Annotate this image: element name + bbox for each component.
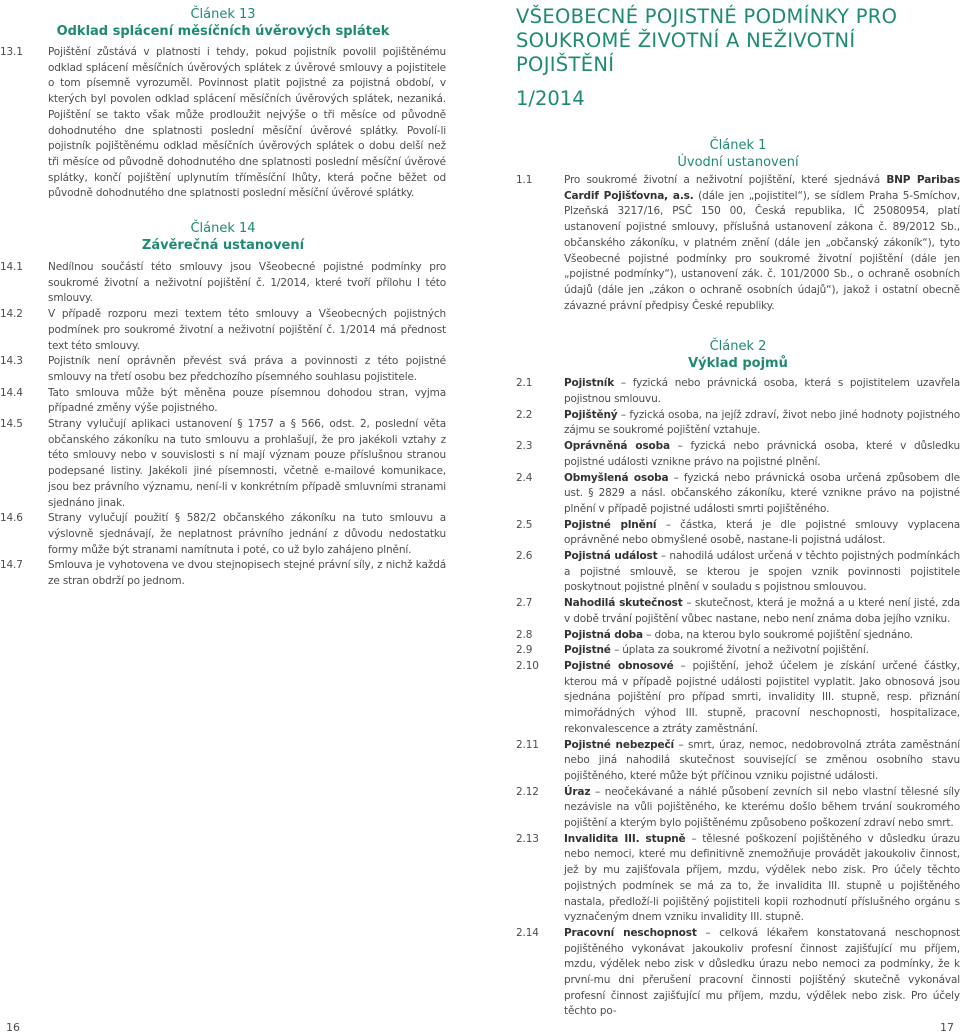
clause-number: 14.5 <box>0 418 23 431</box>
clause-number: 14.4 <box>0 386 23 399</box>
clause-text: Pojištění zůstává v platnosti i tehdy, pokud pojistník povolil pojištěnému odklad splácení měsíčních úvěrových splátek z úvěrové smlouvy a pojistitele o tom písemně vyrozuměl. Povinnost platit pojistné za pojistná období, v kterých byl povolen odklad splácení měsíčních úvěrových splátek, nezaniká. Pojištění se takto však může prodloužit nejvýše o tři měsíce od původně dohodnutého dne splatnosti poslední měsíční úvěrové splátky. Povolí-li pojistník pojištěnému odklad měsíčních úvěrových splátek o dobu delší než tři měsíce od původně dohodnutého dne splatnosti poslední měsíční úvěrové splátky, končí pojištění uplynutím tříměsíční lhůty, která počne běžet od původně dohodnutého dne splatnosti poslední měsíční úvěrové splátky. <box>48 46 446 200</box>
clause-13-1 <box>0 45 446 202</box>
clause-number: 14.6 <box>0 512 23 525</box>
clause-text: Pojistné obnosové – pojištění, jehož účelem je získání určené částky, kterou má v případě pojistné události pojistitel vyplatit. Jako obnosová jsou sjednána pojištění pro případ smrti, invalidity III. stupně, resp. přiznání mimořádných výhod III. stupně, pracovní neschopnosti, hospitalizace, rekonvalescence a ztráty zaměstnání. <box>564 659 960 735</box>
clause-text: V případě rozporu mezi textem této smlouvy a Všeobecných pojistných podmínek pro soukromé životní a neživotní pojištění č. 1/2014 má přednost text této smlouvy. <box>48 308 446 352</box>
clause-text: Pracovní neschopnost – celková lékařem konstatovaná neschopnost pojištěného vykonávat jakoukoliv profesní činnost zajišťující mu příjem, mzdu, výdělek nebo zisk v důsledku úrazu nebo nemoci za podmínky, že k první-mu dni přerušení pracovní činnosti pojištěný skutečně vykonával profesní činnost zajišťující mu příjem, mzdu, výdělek nebo zisk. Pro účely těchto po- <box>564 926 960 1018</box>
clause-number: 1.1 <box>516 174 533 186</box>
clause-14-1 <box>0 260 446 307</box>
document-title <box>516 5 960 111</box>
clause-number: 2.9 <box>516 644 533 657</box>
article-1-heading: Článek 1 Úvodní ustanovení <box>516 137 960 171</box>
clause-text: Pojištěný – fyzická osoba, na jejíž zdraví, život nebo jiné hodnoty pojistného zájmu se soukromé pojištění vztahuje. <box>564 408 960 437</box>
clause-number: 13.1 <box>0 46 23 58</box>
clause-number: 2.6 <box>516 550 533 563</box>
clause-text: Pro soukromé životní a neživotní pojištění, které sjednává BNP Paribas Cardif Pojišťovna, a.s. (dále jen „pojistitel“), se sídlem Praha 5-Smíchov, Plzeňská 3217/16, PSČ 150 00, Česká republika, IČ 25080954, platí ustanovení pojistné smlouvy, příslušná ustanovení zákona č. 89/2012 Sb., občanského zákoníku, v platném znění (dále jen „občanský zákoník“), tyto Všeobecné pojistné podmínky pro soukromé životní pojištění (dále jen „pojistné podmínky“), ustanovení zák. č. 101/2000 Sb., o ochraně osobních údajů (dále jen „zákon o ochraně osobních údajů“), jakož i ostatní obecně závazné právní předpisy České republiky. <box>564 174 960 312</box>
clause-14-2 <box>0 307 446 354</box>
clause-2-7 <box>516 596 960 627</box>
clause-2-12 <box>516 785 960 832</box>
clause-text: Pojistné nebezpečí – smrt, úraz, nemoc, nedobrovolná ztráta zaměstnání nebo jiná nahodilá skutečnost související se změnou osobního stavu pojištěného, které může být příčinou vzniku pojistné události. <box>564 738 960 782</box>
clause-14-3 <box>0 354 446 385</box>
clause-number: 14.3 <box>0 355 23 368</box>
document-title-line-2: SOUKROMÉ ŽIVOTNÍ A NEŽIVOTNÍ POJIŠTĚNÍ <box>516 29 856 76</box>
clause-text: Pojistník – fyzická nebo právnická osoba, která s pojistitelem uzavřela pojistnou smlouvu. <box>564 377 960 406</box>
clause-text: Pojistné plnění – částka, která je dle pojistné smlouvy vyplacena oprávněné nebo obmyšlené osobě, nastane-li pojistná událost. <box>564 518 960 547</box>
page-number-right: 17 <box>940 1021 954 1034</box>
clause-number: 2.8 <box>516 628 533 641</box>
article-2-heading: Článek 2 Výklad pojmů <box>516 338 960 372</box>
clause-number: 2.13 <box>516 832 539 845</box>
left-column <box>0 0 446 590</box>
article-13-heading: Článek 13 Odklad splácení měsíčních úvěrových splátek <box>0 6 446 40</box>
article-14-heading: Článek 14 Závěrečná ustanovení <box>0 220 446 254</box>
clause-14-7 <box>0 558 446 589</box>
article-14-subheading: Závěrečná ustanovení <box>141 238 305 254</box>
clause-2-9 <box>516 643 960 659</box>
article-1-subheading: Úvodní ustanovení <box>677 155 799 170</box>
clause-text: Pojistník není oprávněn převést svá práva a povinnosti z této pojistné smlouvy na třetí osobu bez předchozího písemného souhlasu pojistitele. <box>48 355 446 383</box>
clause-2-14 <box>516 926 960 1020</box>
article-2-subheading: Výklad pojmů <box>688 356 788 372</box>
document-title-line-1: VŠEOBECNÉ POJISTNÉ PODMÍNKY PRO <box>516 5 898 28</box>
clause-number: 14.1 <box>0 261 23 274</box>
clause-number: 2.14 <box>516 926 539 939</box>
clause-number: 2.4 <box>516 471 533 484</box>
clause-number: 14.7 <box>0 559 23 572</box>
clause-text: Strany vylučují aplikaci ustanovení § 1757 a § 566, odst. 2, poslední věta občanského zákoníku na tuto smlouvu a prohlašují, že pro jakékoli vztahy z této smlouvy nebo v souvislosti s ní mají význam pouze příslušnou stranou podepsané listiny. Jakékoli jiné písemnosti, včetně e-mailové komunikace, jsou bez právního významu, není-li v konkrétním případě smluvními stranami sjednáno jinak. <box>48 418 446 509</box>
clause-text: Invalidita III. stupně – tělesné poškození pojištěného v důsledku úrazu nebo nemoci, které mu definitivně znemožňuje provádět jakoukoliv činnost, jež by mu zajišťovala příjem, mzdu, výdělek nebo zisk. Pro účely těchto pojistných podmínek se má za to, že invalidita III. stupně u pojištěného nastala, předloží-li pojištěný pojistiteli kopii rozhodnutí příslušného orgánu s vyznačeným dnem vzniku invalidity III. stupně. <box>564 832 960 924</box>
clause-2-4 <box>516 471 960 518</box>
article-2-clauses <box>516 376 960 1020</box>
clause-14-4 <box>0 386 446 417</box>
clause-text: Smlouva je vyhotovena ve dvou stejnopisech stejné právní síly, z nichž každá ze stran obdrží po jednom. <box>48 559 446 588</box>
right-column <box>516 0 960 1020</box>
article-14-clauses <box>0 260 446 590</box>
clause-2-2 <box>516 408 960 439</box>
clause-number: 2.10 <box>516 659 539 672</box>
article-13-subheading: Odklad splácení měsíčních úvěrových splátek <box>56 24 390 39</box>
clause-2-6 <box>516 549 960 596</box>
clause-text: Strany vylučují použití § 582/2 občanského zákoníku na tuto smlouvu a výslovně sjednávají, že neplatnost právního jednání z důvodu nedostatku formy může být stranami namítnuta i poté, co už bylo zahájeno plnění. <box>48 512 446 556</box>
clause-text: Nedílnou součástí této smlouvy jsou Všeobecné pojistné podmínky pro soukromé životní a neživotní pojištění č. 1/2014, které tvoří přílohu I této smlouvy. <box>48 261 446 305</box>
clause-number: 2.2 <box>516 408 533 421</box>
clause-2-10 <box>516 659 960 738</box>
clause-text: Pojistná doba – doba, na kterou bylo soukromé pojištění sjednáno. <box>564 628 913 641</box>
clause-1-1 <box>516 173 960 314</box>
clause-number: 2.11 <box>516 738 539 751</box>
clause-text: Tato smlouva může být měněna pouze písemnou dohodou stran, vyjma případné změny výše pojistného. <box>48 386 446 415</box>
clause-2-8 <box>516 628 960 644</box>
clause-2-1 <box>516 376 960 407</box>
article-13-clauses <box>0 45 446 202</box>
page-number-left: 16 <box>6 1021 20 1034</box>
document-number: 1/2014 <box>516 87 585 110</box>
clause-14-6 <box>0 511 446 558</box>
article-1-clauses <box>516 173 960 314</box>
clause-number: 14.2 <box>0 308 23 321</box>
clause-number: 2.12 <box>516 785 539 798</box>
clause-text: Obmyšlená osoba – fyzická nebo právnická osoba určená způsobem dle ust. § 2829 a násl. občanského zákoníku, které vznikne právo na pojistné plnění v případě pojistné události smrti pojištěného. <box>564 471 960 515</box>
clause-number: 2.3 <box>516 440 533 453</box>
clause-text: Úraz – neočekávané a náhlé působení zevních sil nebo vlastní tělesné síly nezávisle na vůli pojištěného, ke kterému došlo během trvání soukromého pojištění a kterým bylo pojištěnému způsobeno poškození zdraví nebo smrt. <box>564 785 960 830</box>
clause-number: 2.7 <box>516 597 533 610</box>
clause-14-5 <box>0 417 446 511</box>
clause-2-3 <box>516 439 960 470</box>
clause-number: 2.1 <box>516 377 533 390</box>
clause-number: 2.5 <box>516 518 533 531</box>
clause-2-11 <box>516 738 960 785</box>
clause-text: Pojistná událost – nahodilá událost určená v těchto pojistných podmínkách a pojistné smlouvě, se kterou je spojen vznik povinnosti pojistitele poskytnout pojistné plnění v souladu s pojistnou smlouvou. <box>564 550 960 594</box>
clause-2-5 <box>516 518 960 549</box>
clause-text: Oprávněná osoba – fyzická nebo právnická osoba, které v důsledku pojistné události vznikne právo na pojistné plnění. <box>564 440 960 468</box>
clause-text: Nahodilá skutečnost – skutečnost, která je možná a u které není jisté, zda v době trvání pojištění vůbec nastane, nebo není známa doba jejího vzniku. <box>564 597 960 625</box>
clause-text: Pojistné – úplata za soukromé životní a neživotní pojištění. <box>564 644 869 657</box>
clause-2-13 <box>516 832 960 926</box>
